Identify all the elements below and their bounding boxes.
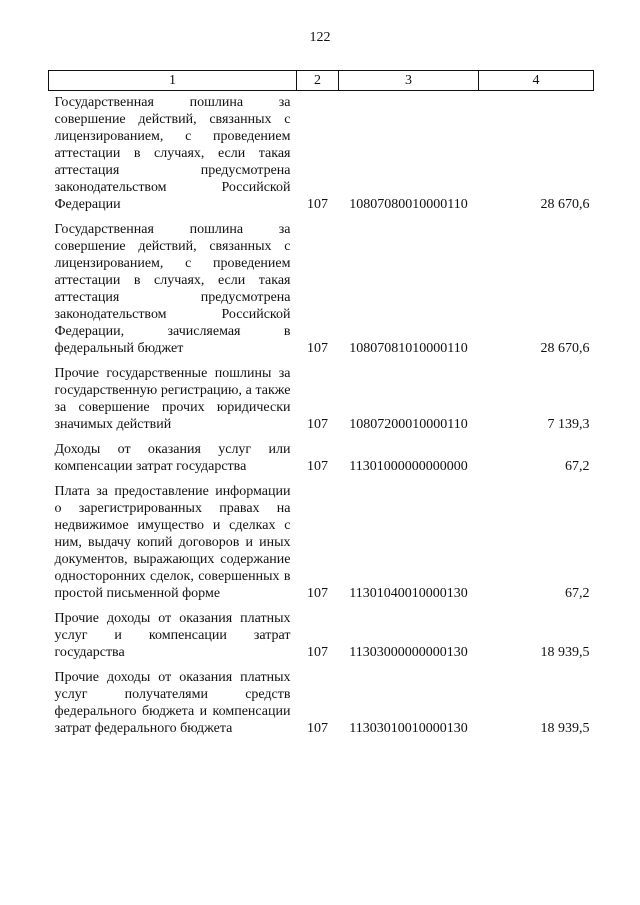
revenue-name: Доходы от оказания услуг или компенсации затрат государства — [54, 442, 291, 474]
kbk-code: 10807080010000110 — [349, 197, 468, 212]
header-row — [49, 71, 594, 91]
amount: 28 670,6 — [540, 197, 590, 212]
kbk-code: 11303000000000130 — [349, 645, 468, 660]
admin-code: 107 — [307, 341, 328, 356]
table-body — [49, 91, 594, 740]
table-row — [49, 477, 594, 604]
admin-code: 107 — [307, 586, 328, 601]
kbk-code: 11301040010000130 — [349, 586, 468, 601]
table-row — [49, 604, 594, 663]
kbk-code: 10807081010000110 — [349, 341, 468, 356]
admin-code: 107 — [307, 197, 328, 212]
table-row — [49, 663, 594, 739]
amount: 7 139,3 — [547, 417, 590, 432]
revenue-name: Плата за предоставление информации о зарегистрированных правах на недвижимое имущество и сделках с ним, выдачу копий договоров и иных документов, выражающих содержание односторонних сделок, совершенных в простой письменной форме — [54, 484, 291, 601]
revenue-name: Прочие доходы от оказания платных услуг получателями средств федерального бюджета и компенсации затрат федерального бюджета — [54, 670, 291, 736]
kbk-code: 10807200010000110 — [349, 417, 468, 432]
amount: 28 670,6 — [540, 341, 590, 356]
column-header-2: 2 — [297, 71, 339, 91]
table-row — [49, 215, 594, 359]
table-row — [49, 359, 594, 435]
amount: 67,2 — [565, 459, 590, 474]
amount: 18 939,5 — [540, 721, 590, 736]
revenue-name: Прочие доходы от оказания платных услуг и компенсации затрат государства — [54, 611, 291, 660]
revenue-name: Государственная пошлина за совершение действий, связанных с лицензированием, с проведением аттестации в случаях, если такая аттестация предусмотрена законодательством Российской Федерации, зачисляемая в федеральный бюджет — [54, 222, 291, 356]
admin-code: 107 — [307, 645, 328, 660]
column-header-3: 3 — [339, 71, 479, 91]
page-number: 122 — [309, 30, 331, 45]
table-header — [49, 71, 594, 91]
revenue-name: Государственная пошлина за совершение действий, связанных с лицензированием, с проведением аттестации в случаях, если такая аттестация предусмотрена законодательством Российской Федерации — [54, 95, 291, 212]
table-row — [49, 91, 594, 216]
table-row — [49, 435, 594, 477]
admin-code: 107 — [307, 417, 328, 432]
admin-code: 107 — [307, 721, 328, 736]
admin-code: 107 — [307, 459, 328, 474]
amount: 18 939,5 — [540, 645, 590, 660]
kbk-code: 11303010010000130 — [349, 721, 468, 736]
revenue-name: Прочие государственные пошлины за государственную регистрацию, а также за совершение прочих юридически значимых действий — [54, 366, 291, 432]
budget-table — [48, 70, 594, 739]
kbk-code: 11301000000000000 — [349, 459, 468, 474]
column-header-4: 4 — [479, 71, 594, 91]
column-header-1: 1 — [49, 71, 297, 91]
amount: 67,2 — [565, 586, 590, 601]
